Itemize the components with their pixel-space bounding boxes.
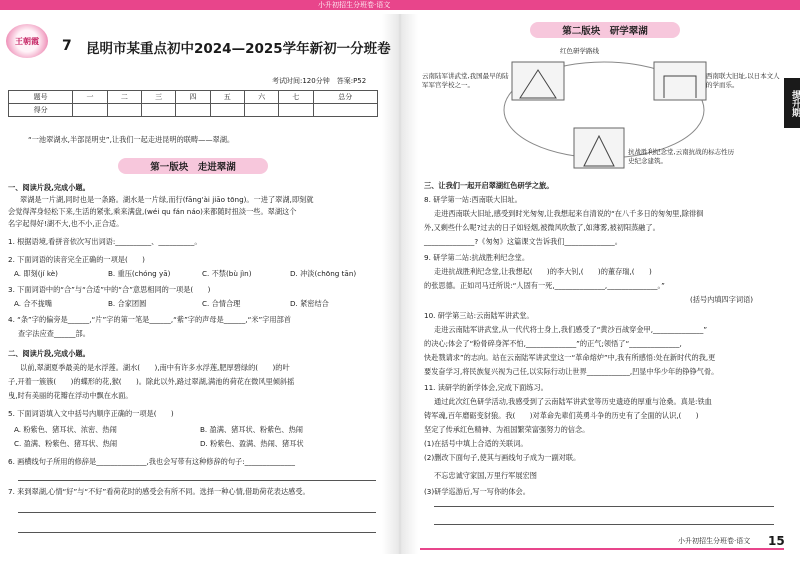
question-3: 3. 下面词语中的“合”与“合适”中的“合”意思相同的一项是( ) [8, 285, 211, 294]
footer-label: 小升初招生分班卷·语文 [678, 537, 751, 545]
passage-line: 通过此次红色研学活动,我感受到了云南陆军讲武堂等历史遗迹的厚重与沧桑。真是:铁血 [434, 397, 712, 406]
option-a: A. 即刻(jí kè) [14, 269, 58, 278]
passage-line: 走进抗战胜利纪念堂,让我想起( )的李大钊,( )的董存瑞,( ) [434, 267, 652, 276]
diagram-title: 红色研学路线 [560, 47, 599, 55]
score-header-row [9, 91, 378, 104]
passage-line: 要发奋学习,将民族复兴视为己任,以实际行动让世界____________,凹显中华少年的铮铮气骨。 [424, 367, 719, 376]
section-banner-1: 第一版块 走进翠湖 [118, 158, 268, 174]
question-group-b: 二、阅读片段,完成小题。 [8, 349, 90, 358]
question-9: 9. 研学第二站:抗战胜利纪念堂。 [424, 253, 530, 262]
option-b: B. 重压(chóng yā) [108, 269, 171, 278]
question-7: 7. 来到翠湖,心情“好”与“不好”看荷花时的感受会有所不同。选择一种心情,借助荷花表达感受。 [8, 487, 310, 496]
passage-line: 外,又剩些什么呢?过去的日子如轻烟,被微风吹散了,如薄雾,被初阳蒸融了。 [424, 223, 660, 232]
score-input[interactable] [73, 104, 107, 117]
question-5: 5. 下面词语填入文中括号内顺序正确的一项是( ) [8, 409, 174, 418]
sub-question-1: (1)在括号中填上合适的关联词。 [424, 439, 528, 448]
option-c: C. 盈满、粉紫色、猪耳状、热闹 [14, 439, 118, 448]
paper-number: 7 [62, 38, 72, 54]
diagram-label-left: 云南陆军讲武堂,我国最早的陆军军官学校之一。 [422, 72, 509, 89]
question-2: 2. 下面词语的读音完全正确的一项是( ) [8, 255, 145, 264]
option-a: A. 粉紫色、猪耳状、浓密、热闹 [14, 425, 117, 434]
question-1: 1. 根据语境,看拼音依次写出词语:__________、__________。 [8, 237, 202, 246]
score-row [9, 104, 378, 117]
question-group-c: 三、让我们一起开启翠湖红色研学之旅。 [424, 181, 554, 190]
option-b: B. 盈满、猪耳状、粉紫色、热闹 [200, 425, 303, 434]
score-cell: 题号 [9, 91, 73, 104]
building-photo-2 [654, 62, 706, 100]
exam-meta: 考试时间:120分钟 答案:P52 [272, 77, 367, 85]
answer-line[interactable] [18, 532, 376, 533]
option-b: B. 合家团圆 [108, 299, 147, 308]
option-a: A. 合不拢嘴 [14, 299, 53, 308]
passage-line: 铸军魂,百年磨砺变豺狼。我( )对革命先辈们英勇斗争的历史有了全面的认识,( ) [424, 411, 699, 420]
side-tab: 提升期 [784, 78, 800, 128]
score-input[interactable] [279, 104, 313, 117]
paper-title: 昆明市某重点初中2024—2025学年新初一分班卷 [86, 41, 391, 57]
question-group-a: 一、阅读片段,完成小题。 [8, 183, 90, 192]
answer-line[interactable] [18, 480, 376, 481]
score-cell: 二 [107, 91, 141, 104]
header-bar-text: 小升初招生分班卷·语文 [318, 1, 391, 9]
option-c: C. 合情合理 [202, 299, 241, 308]
question-10: 10. 研学第三站:云南陆军讲武堂。 [424, 311, 534, 320]
score-cell: 五 [210, 91, 244, 104]
score-input[interactable] [176, 104, 210, 117]
passage-line: 子,开着一簇簇( )的蝶形的花,猴( )。除此以外,路过翠湖,满池的荷花在微风里倾斜摇 [8, 377, 295, 386]
passage-line: 翠湖是一片湖,同时也是一条路。湖水是一片绿,而行(fāng'ài jiāo tōng)。一进了翠湖,即刻就 [20, 195, 314, 204]
building-photo-3 [574, 128, 624, 168]
score-input[interactable] [244, 104, 278, 117]
passage-note: (括号内填四字词语) [690, 295, 754, 304]
answer-line[interactable] [434, 506, 774, 507]
score-cell: 总分 [313, 91, 377, 104]
question-6: 6. 画横线句子所用的修辞是______________,我也会写带有这种修辞的句子:______________ [8, 457, 295, 466]
score-cell: 三 [141, 91, 175, 104]
question-4: 4. “条”字的偏旁是______,“片”字的第一笔是______,“紫”字的声母是______,“米”字用部首 [8, 315, 291, 324]
question-4-cont: 查字法应查______部。 [18, 329, 90, 338]
couplet-line: 不忘忠诚守家国,万里行军展宏图 [434, 471, 537, 480]
passage-line: 会觉得浑身轻松下来,生活的紧张,乘来满盘,(wéi qu fán náo)来都随时扭淡一些。翠湖这个 [8, 207, 297, 216]
passage-line: 坚定了传承红色精神、为祖国繁荣富强努力的信念。 [424, 425, 590, 434]
score-input[interactable] [107, 104, 141, 117]
answer-line[interactable] [434, 524, 774, 525]
brand-logo-text: 王朝霞 [15, 36, 39, 46]
passage-line: ______________?《匆匆》这篇课文告诉我们______________。 [424, 237, 622, 246]
passage-line: 以前,翠湖夏季最美的是水浮莲。湖水( ),南中有许多水浮莲,肥厚碧绿的( )的叶 [20, 363, 290, 372]
diagram-label-bottom: 抗战胜利纪念堂,云南抗战的标志性历史纪念建筑。 [628, 148, 735, 165]
passage-line: 名字起得好!湖不大,也不小,正合适。 [8, 219, 124, 228]
passage-line: 的张思德。正如司马迁所说:“人固有一死,______________,______________。” [424, 281, 665, 290]
diagram-label-right: 西南联大旧址,以日本文人的学而乐。 [706, 72, 780, 89]
intro-text: “一池翠湖水,半部昆明史”,让我们一起走进昆明的联畴——翠湖。 [28, 135, 235, 144]
passage-line: 曳,时有美丽的花瓣在浮动中飘在水面。 [8, 391, 133, 400]
passage-line: 走进云南陆军讲武堂,从一代代将士身上,我们感受了“黄沙百战穿金甲,______________” [434, 325, 708, 334]
score-cell: 一 [73, 91, 107, 104]
score-input[interactable] [210, 104, 244, 117]
building-photo-1 [512, 62, 564, 100]
question-8: 8. 研学第一站:西南联大旧址。 [424, 195, 522, 204]
sub-question-2: (2)删改下面句子,使其与画线句子成为一副对联。 [424, 453, 581, 462]
passage-line: 的决心;体会了“粉骨碎身浑不怕,______________”的正气;领悟了“______________, [424, 339, 682, 348]
answer-line[interactable] [18, 512, 376, 513]
option-d: D. 粉紫色、盈满、热闹、猪耳状 [200, 439, 304, 448]
sub-question-3: (3)研学巡游后,写一写你的体会。 [424, 487, 530, 496]
page-spine [382, 14, 418, 554]
score-input[interactable] [141, 104, 175, 117]
passage-line: 快赴戮请求”的志向。站在云南陆军讲武堂这一“革命熔炉”中,我有所感悟:处在新时代的我,更 [424, 353, 716, 362]
score-input[interactable] [313, 104, 377, 117]
section-banner-2: 第二版块 研学翠湖 [530, 22, 680, 38]
header-bar [0, 0, 800, 10]
score-label: 得分 [9, 104, 73, 117]
option-d: D. 紧密结合 [290, 299, 329, 308]
question-11: 11. 读研学的新学体会,完成下面练习。 [424, 383, 548, 392]
score-cell: 六 [244, 91, 278, 104]
brand-logo [6, 24, 48, 58]
option-c: C. 不禁(bù jìn) [202, 269, 252, 278]
footer-bar [420, 548, 784, 550]
score-cell: 七 [279, 91, 313, 104]
score-table [8, 90, 378, 117]
passage-line: 走进西南联大旧址,感受到时光匆匆,让我想起来自清说的“在八千多日的匆匆里,除徘徊 [434, 209, 704, 218]
page-number: 15 [768, 534, 785, 548]
option-d: D. 冲淡(chōng tān) [290, 269, 357, 278]
score-cell: 四 [176, 91, 210, 104]
